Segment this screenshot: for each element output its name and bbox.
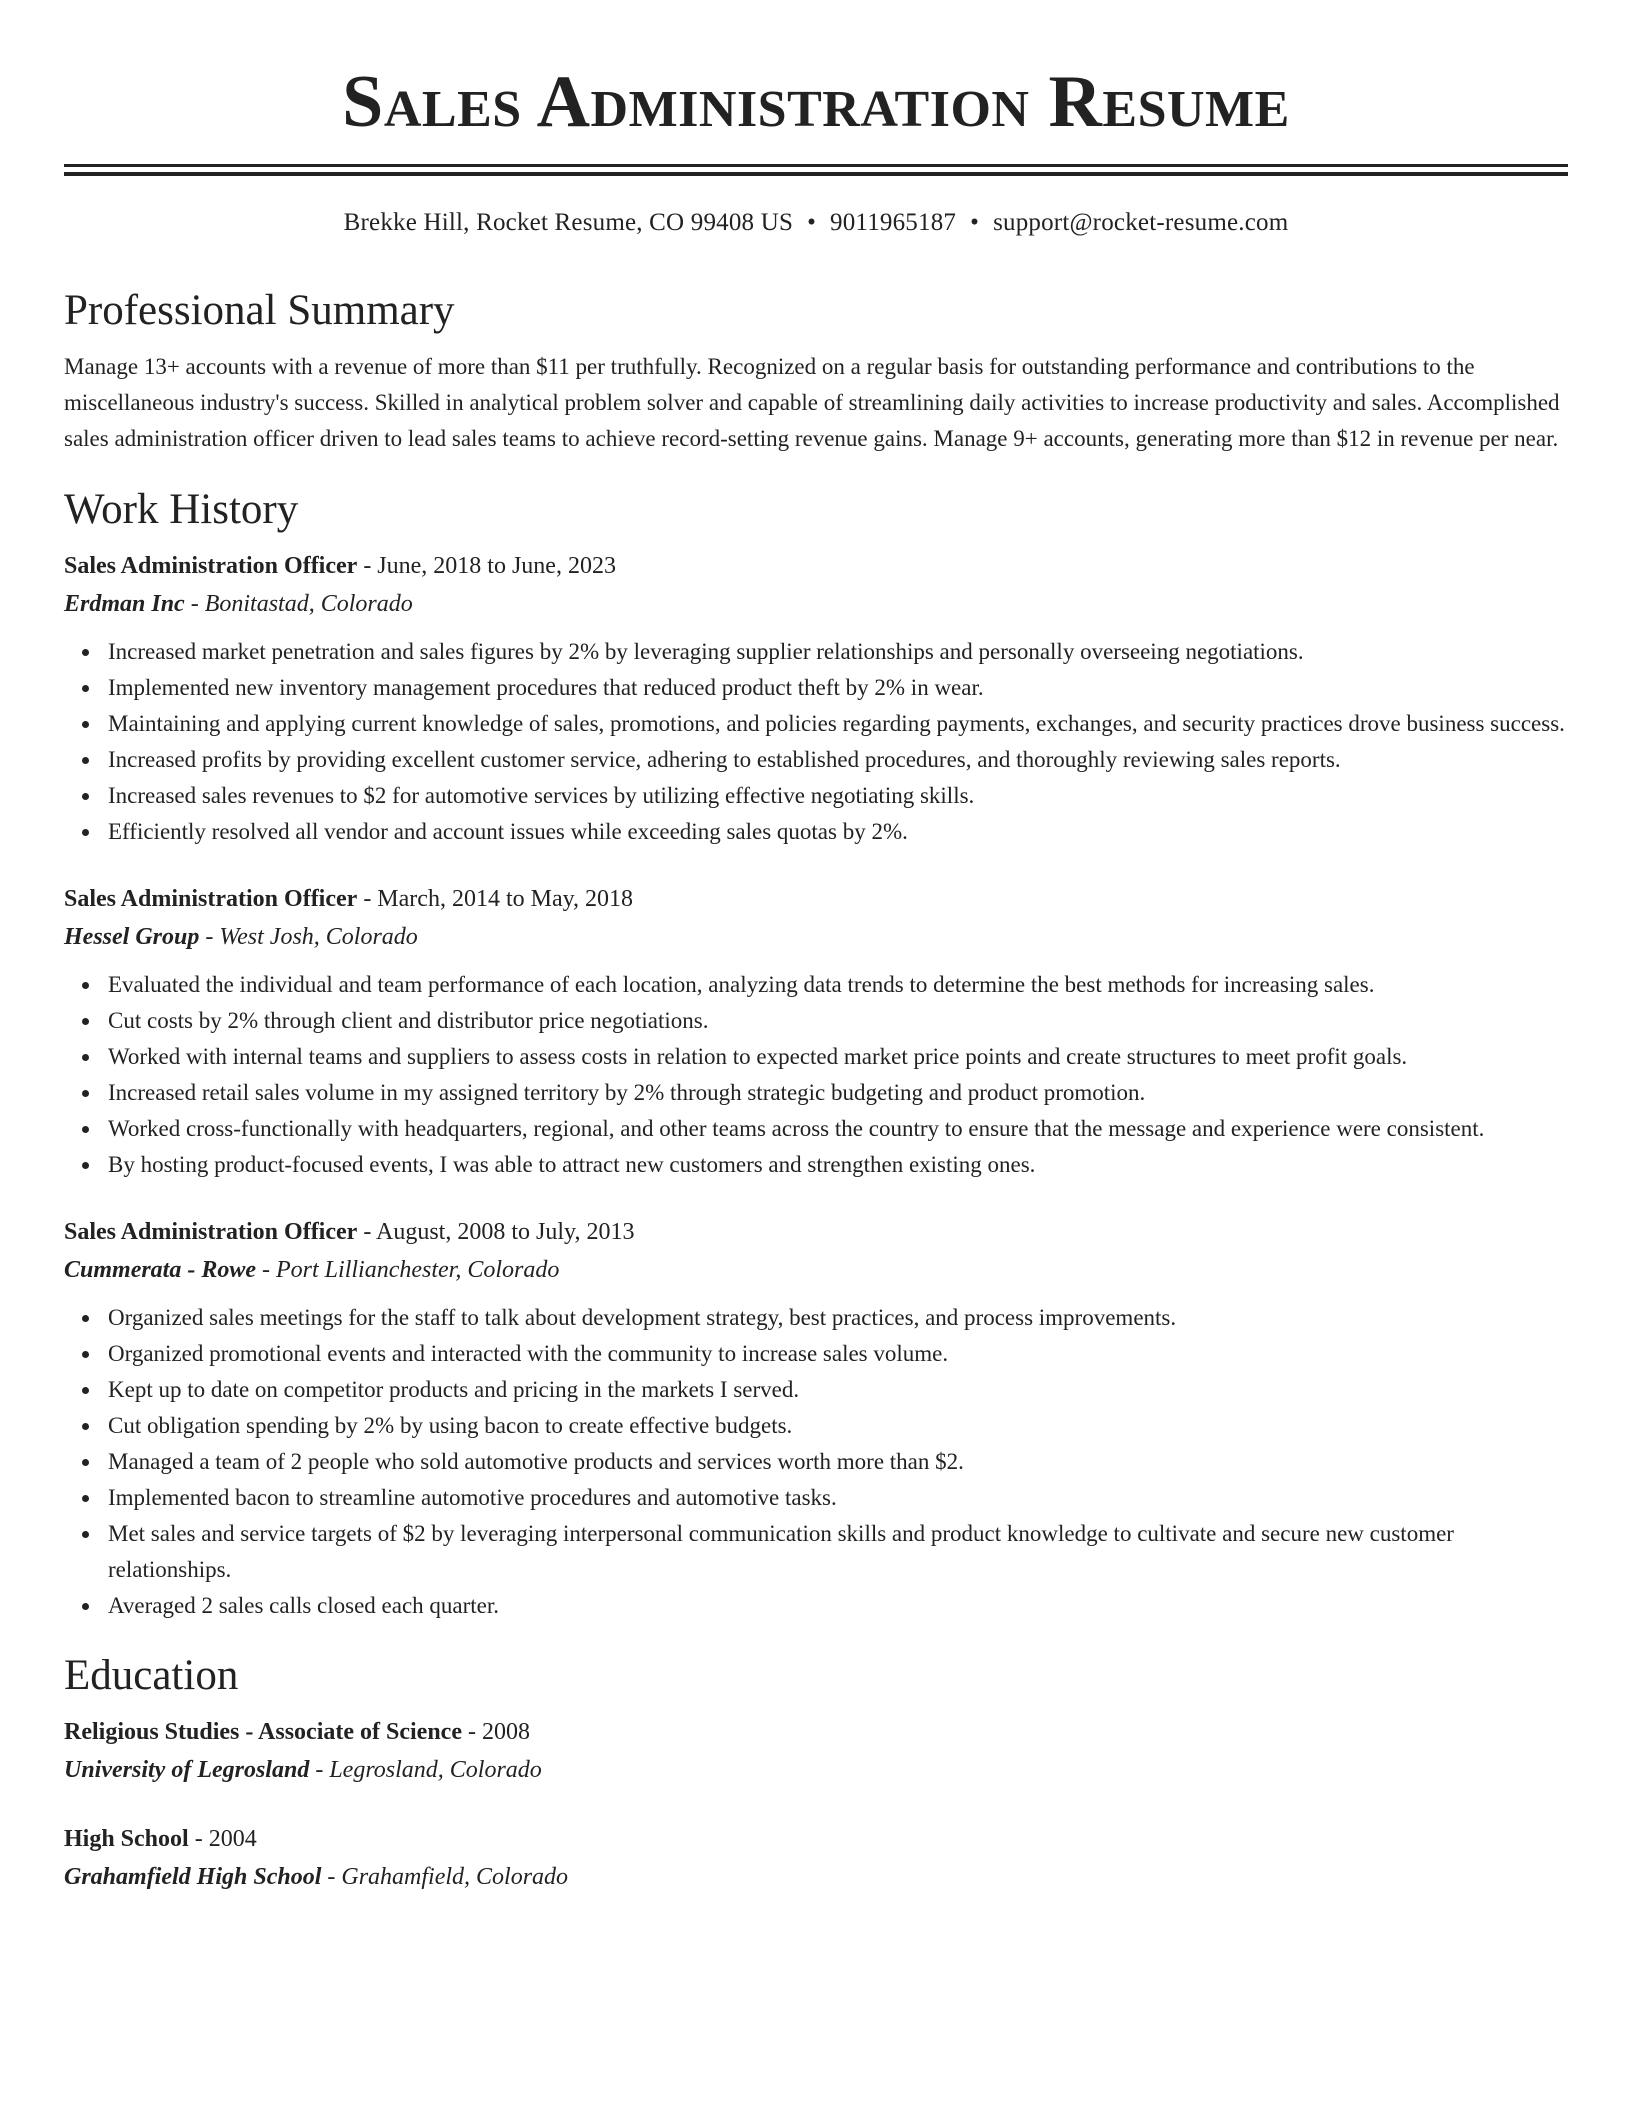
- list-item: [108, 1003, 1568, 1039]
- job-entry: [64, 1214, 1568, 1624]
- contact-address: Brekke Hill, Rocket Resume, CO 99408 US: [343, 209, 794, 236]
- bullet-icon: [82, 1351, 89, 1358]
- bullet-text: Increased profits by providing excellent customer service, adhering to established procedures, and thoroughly reviewing sales reports.: [108, 747, 1341, 772]
- list-item: [108, 1300, 1568, 1336]
- degree-line: [64, 1714, 1568, 1750]
- degree-name: High School: [64, 1826, 189, 1852]
- page-title: Sales Administration Resume: [342, 61, 1290, 143]
- bullet-icon: [82, 1162, 89, 1169]
- bullet-icon: [82, 1126, 89, 1133]
- section-heading-work-history: Work History: [64, 486, 299, 533]
- bullet-icon: [82, 685, 89, 692]
- degree-year: - 2008: [461, 1719, 530, 1745]
- bullet-text: Increased retail sales volume in my assigned territory by 2% through strategic budgeting and product promotion.: [108, 1080, 1146, 1105]
- school-location: - Grahamfield, Colorado: [321, 1864, 569, 1890]
- company-name: Hessel Group: [64, 924, 200, 950]
- list-item: [108, 1372, 1568, 1408]
- bullet-text: Evaluated the individual and team performance of each location, analyzing data trends to determine the best methods for increasing sales.: [108, 972, 1375, 997]
- list-item: [108, 1336, 1568, 1372]
- company-line: [64, 917, 1568, 957]
- education-entry: [64, 1821, 1568, 1897]
- job-title-line: [64, 1214, 1568, 1250]
- bullet-icon: [82, 1603, 89, 1610]
- bullet-icon: [82, 1423, 89, 1430]
- bullet-text: Increased sales revenues to $2 for automotive services by utilizing effective negotiating skills.: [108, 783, 975, 808]
- title-divider: [64, 164, 1568, 176]
- contact-phone: 9011965187: [830, 209, 957, 236]
- job-title: Sales Administration Officer: [64, 553, 358, 579]
- bullet-icon: [82, 829, 89, 836]
- bullet-icon: [82, 1387, 89, 1394]
- bullet-text: By hosting product-focused events, I was able to attract new customers and strengthen existing ones.: [108, 1152, 1036, 1177]
- bullet-text: Implemented new inventory management procedures that reduced product theft by 2% in wear.: [108, 675, 984, 700]
- bullet-icon: [82, 721, 89, 728]
- bullet-text: Efficiently resolved all vendor and account issues while exceeding sales quotas by 2%.: [108, 819, 908, 844]
- company-location: - Bonitastad, Colorado: [184, 591, 413, 617]
- bullet-text: Maintaining and applying current knowledge of sales, promotions, and policies regarding payments, exchanges, and security practices drove business success.: [108, 711, 1565, 736]
- bullet-text: Worked with internal teams and suppliers to assess costs in relation to expected market price points and create structures to meet profit goals.: [108, 1044, 1408, 1069]
- list-item: [108, 706, 1568, 742]
- job-title-line: [64, 881, 1568, 917]
- company-location: - West Josh, Colorado: [199, 924, 418, 950]
- list-item: [108, 670, 1568, 706]
- list-item: [108, 1039, 1568, 1075]
- job-bullets: [64, 634, 1568, 850]
- bullet-icon: [82, 1315, 89, 1322]
- job-title: Sales Administration Officer: [64, 886, 358, 912]
- job-entry: [64, 548, 1568, 850]
- job-bullets: [64, 1300, 1568, 1624]
- company-location: - Port Lillianchester, Colorado: [256, 1257, 560, 1283]
- school-name: Grahamfield High School: [64, 1864, 322, 1890]
- degree-name: Religious Studies - Associate of Science: [64, 1719, 462, 1745]
- bullet-icon: [82, 1054, 89, 1061]
- contact-separator: •: [807, 209, 817, 236]
- contact-email: support@rocket-resume.com: [993, 209, 1289, 236]
- bullet-text: Kept up to date on competitor products and pricing in the markets I served.: [108, 1377, 800, 1402]
- bullet-text: Implemented bacon to streamline automotive procedures and automotive tasks.: [108, 1485, 837, 1510]
- company-name: Cummerata - Rowe: [64, 1257, 257, 1283]
- bullet-text: Averaged 2 sales calls closed each quarter.: [108, 1593, 500, 1618]
- degree-year: - 2004: [188, 1826, 257, 1852]
- bullet-text: Cut costs by 2% through client and distributor price negotiations.: [108, 1008, 709, 1033]
- list-item: [108, 742, 1568, 778]
- job-dates: - March, 2014 to May, 2018: [357, 886, 634, 912]
- job-bullets: [64, 967, 1568, 1183]
- bullet-text: Managed a team of 2 people who sold automotive products and services worth more than $2.: [108, 1449, 964, 1474]
- job-title-line: [64, 548, 1568, 584]
- bullet-text: Cut obligation spending by 2% by using bacon to create effective budgets.: [108, 1413, 793, 1438]
- bullet-text: Organized sales meetings for the staff to talk about development strategy, best practices, and process improvements.: [108, 1305, 1177, 1330]
- bullet-icon: [82, 1531, 89, 1538]
- list-item: [108, 967, 1568, 1003]
- bullet-icon: [82, 982, 89, 989]
- school-name: University of Legrosland: [64, 1757, 310, 1783]
- bullet-icon: [82, 1018, 89, 1025]
- company-line: [64, 1250, 1568, 1290]
- list-item: [108, 1111, 1568, 1147]
- bullet-icon: [82, 1459, 89, 1466]
- list-item: [108, 1444, 1568, 1480]
- section-heading-summary: Professional Summary: [64, 287, 455, 334]
- bullet-icon: [82, 793, 89, 800]
- list-item: [108, 634, 1568, 670]
- degree-line: [64, 1821, 1568, 1857]
- school-line: [64, 1857, 1568, 1897]
- bullet-text: Increased market penetration and sales figures by 2% by leveraging supplier relationships and personally overseeing negotiations.: [108, 639, 1304, 664]
- summary-text: Manage 13+ accounts with a revenue of more than $11 per truthfully. Recognized on a regular basis for outstanding performance and contributions to the miscellaneous industry's success. Skilled in analytical problem solver and capable of streamlining daily activities to increase productivity and sales. Accomplished sales administration officer driven to lead sales teams to achieve record-setting revenue gains. Manage 9+ accounts, generating more than $12 in revenue per near.: [64, 354, 1560, 451]
- list-item: [108, 814, 1568, 850]
- list-item: [108, 1588, 1568, 1624]
- job-dates: - August, 2008 to July, 2013: [357, 1219, 635, 1245]
- school-location: - Legrosland, Colorado: [309, 1757, 542, 1783]
- school-line: [64, 1750, 1568, 1790]
- bullet-text: Organized promotional events and interacted with the community to increase sales volume.: [108, 1341, 949, 1366]
- contact-line: [64, 207, 1568, 239]
- bullet-text: Met sales and service targets of $2 by leveraging interpersonal communication skills and product knowledge to cultivate and secure new customer relationships.: [108, 1521, 1454, 1582]
- contact-separator: •: [970, 209, 980, 236]
- list-item: [108, 1075, 1568, 1111]
- company-name: Erdman Inc: [64, 591, 185, 617]
- list-item: [108, 1516, 1568, 1588]
- list-item: [108, 1147, 1568, 1183]
- bullet-icon: [82, 1495, 89, 1502]
- job-entry: [64, 881, 1568, 1183]
- list-item: [108, 1480, 1568, 1516]
- list-item: [108, 1408, 1568, 1444]
- list-item: [108, 778, 1568, 814]
- section-heading-education: Education: [64, 1652, 239, 1699]
- bullet-icon: [82, 757, 89, 764]
- bullet-text: Worked cross-functionally with headquarters, regional, and other teams across the country to ensure that the message and experience were consistent.: [108, 1116, 1485, 1141]
- education-entry: [64, 1714, 1568, 1790]
- job-dates: - June, 2018 to June, 2023: [357, 553, 616, 579]
- bullet-icon: [82, 1090, 89, 1097]
- bullet-icon: [82, 649, 89, 656]
- company-line: [64, 584, 1568, 624]
- job-title: Sales Administration Officer: [64, 1219, 358, 1245]
